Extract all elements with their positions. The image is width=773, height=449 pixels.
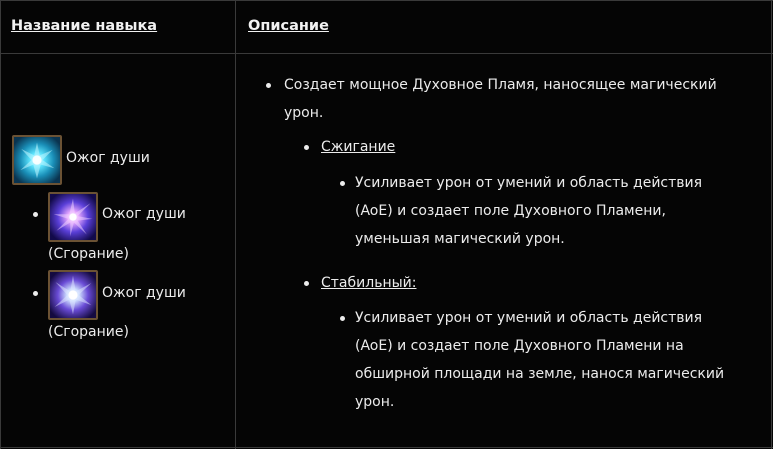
bullet bbox=[33, 212, 38, 217]
header-skill-name: Название навыка bbox=[11, 18, 158, 34]
bullet bbox=[340, 181, 345, 186]
header-divider bbox=[0, 53, 773, 54]
main-skill-name: Ожог души bbox=[66, 150, 150, 166]
option-1-line-1: Усиливает урон от умений и область действия bbox=[355, 175, 703, 191]
variant-1-qualifier: (Сгорание) bbox=[48, 246, 129, 262]
table-border-right bbox=[771, 0, 772, 449]
option-1-line-3: уменьшая магический урон. bbox=[355, 231, 565, 247]
header-description: Описание bbox=[248, 18, 329, 34]
table-border-left bbox=[0, 0, 1, 449]
column-divider bbox=[235, 0, 236, 449]
bullet bbox=[340, 316, 345, 321]
table-border-bottom bbox=[0, 447, 773, 448]
bullet bbox=[304, 145, 309, 150]
option-2-line-3: обширной площади на земле, нанося магический bbox=[355, 366, 725, 382]
soul-burn-icon bbox=[12, 135, 62, 185]
variant-1-name: Ожог души bbox=[102, 206, 186, 222]
option-2-title: Стабильный: bbox=[321, 275, 417, 291]
bullet bbox=[33, 291, 38, 296]
soul-burn-combustion-icon bbox=[48, 270, 98, 320]
description-main-line-1: Создает мощное Духовное Пламя, наносящее магический bbox=[284, 77, 717, 93]
bullet bbox=[266, 83, 271, 88]
description-main-line-2: урон. bbox=[284, 105, 324, 121]
table-border-top bbox=[0, 0, 773, 1]
option-1-line-2: (AoE) и создает поле Духовного Пламени, bbox=[355, 203, 666, 219]
option-2-line-2: (AoE) и создает поле Духовного Пламени на bbox=[355, 338, 684, 354]
soul-burn-combustion-icon bbox=[48, 192, 98, 242]
bullet bbox=[304, 281, 309, 286]
option-2-line-4: урон. bbox=[355, 394, 395, 410]
option-2-line-1: Усиливает урон от умений и область действия bbox=[355, 310, 703, 326]
variant-2-qualifier: (Сгорание) bbox=[48, 324, 129, 340]
option-1-title: Сжигание bbox=[321, 139, 396, 155]
variant-2-name: Ожог души bbox=[102, 285, 186, 301]
